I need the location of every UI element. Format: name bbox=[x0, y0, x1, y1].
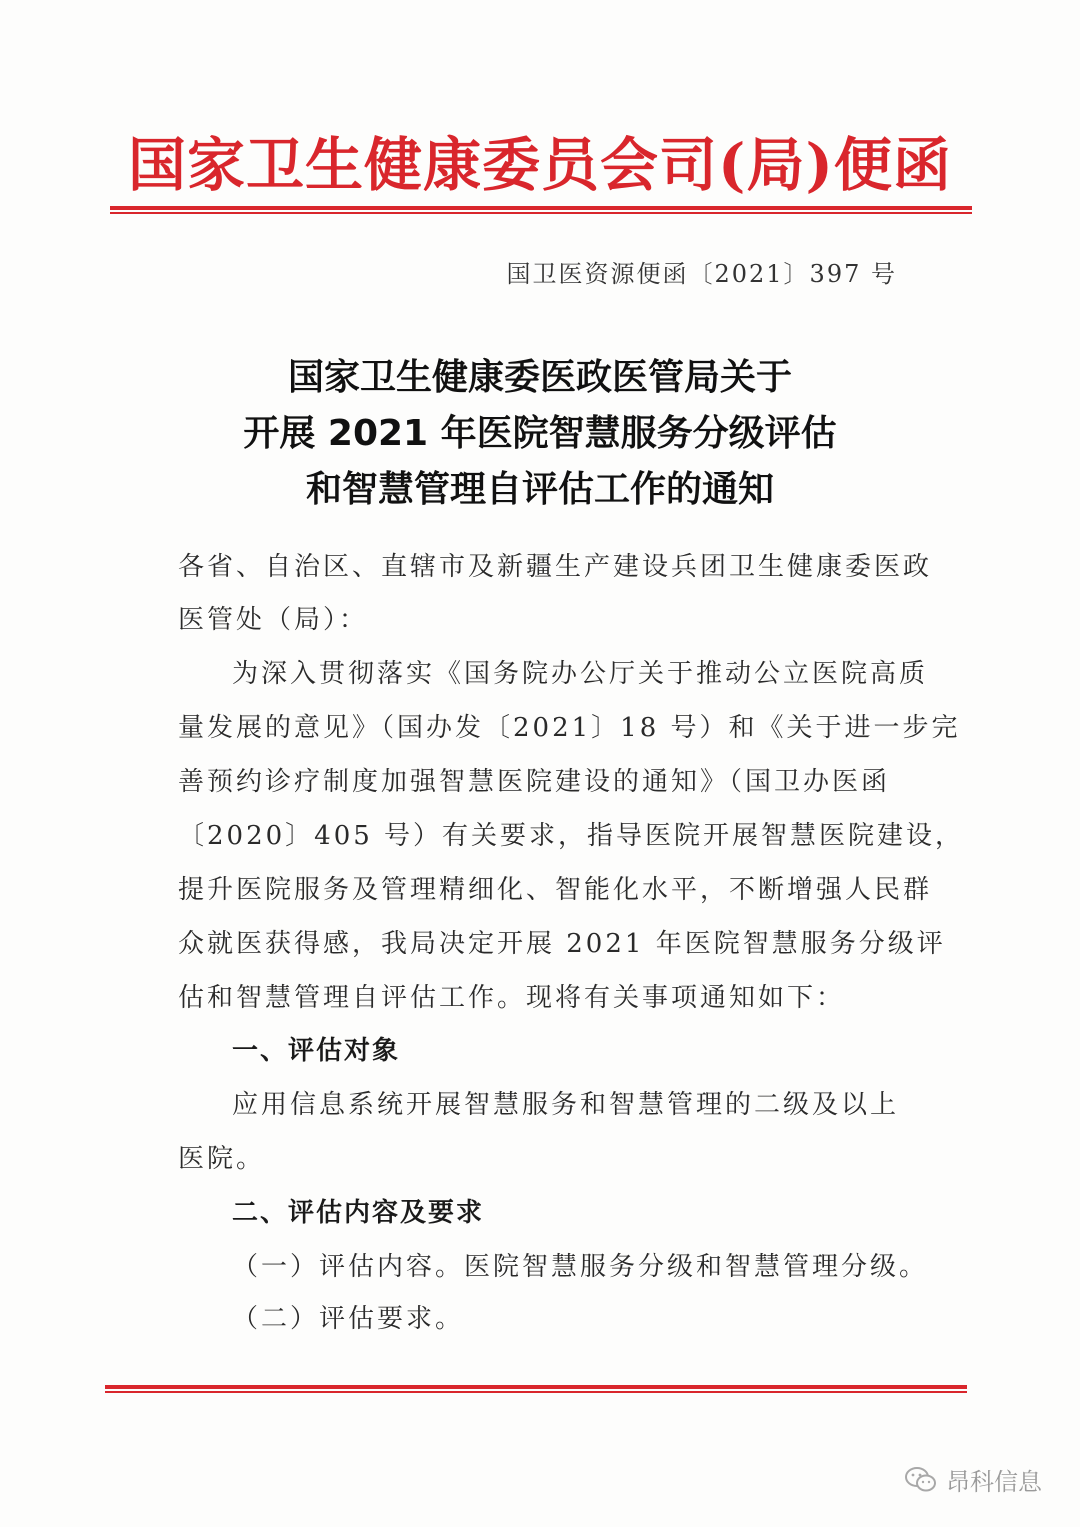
section-1-heading: 一、评估对象 bbox=[232, 1036, 401, 1066]
section-2-line-1: （一）评估内容。医院智慧服务分级和智慧管理分级。 bbox=[232, 1252, 929, 1282]
section-2-heading: 二、评估内容及要求 bbox=[232, 1198, 485, 1228]
document-number: 国卫医资源便函〔2021〕397 号 bbox=[506, 260, 897, 288]
footer-red-rule bbox=[105, 1385, 967, 1393]
title-line-3: 和智慧管理自评估工作的通知 bbox=[305, 469, 774, 510]
source-watermark bbox=[904, 1462, 1042, 1497]
body-line-para-1: 为深入贯彻落实《国务院办公厅关于推动公立医院高质 bbox=[232, 659, 929, 689]
org-letterhead-title: 国家卫生健康委员会司(局)便函 bbox=[128, 131, 952, 199]
body-line-para-7: 估和智慧管理自评估工作。现将有关事项通知如下： bbox=[178, 983, 846, 1013]
body-line-para-3: 善预约诊疗制度加强智慧医院建设的通知》（国卫办医函 bbox=[178, 767, 891, 797]
section-1-line-1: 应用信息系统开展智慧服务和智慧管理的二级及以上 bbox=[232, 1090, 900, 1120]
body-line-addressee-2: 医管处（局）： bbox=[178, 605, 369, 635]
title-line-1: 国家卫生健康委医政医管局关于 bbox=[287, 357, 792, 398]
title-line-2: 开展 2021 年医院智慧服务分级评估 bbox=[243, 413, 837, 454]
wechat-icon bbox=[904, 1465, 938, 1495]
body-line-para-5: 提升医院服务及管理精细化、智能化水平，不断增强人民群 bbox=[178, 875, 933, 905]
body-line-addressee-1: 各省、自治区、直辖市及新疆生产建设兵团卫生健康委医政 bbox=[178, 552, 933, 582]
watermark-text: 昂科信息 bbox=[946, 1468, 1042, 1496]
section-2-line-2: （二）评估要求。 bbox=[232, 1304, 465, 1334]
body-line-para-6: 众就医获得感，我局决定开展 2021 年医院智慧服务分级评 bbox=[178, 929, 946, 959]
body-line-para-4: 〔2020〕405 号）有关要求，指导医院开展智慧医院建设， bbox=[178, 821, 965, 851]
section-1-line-2: 医院。 bbox=[178, 1144, 266, 1174]
body-line-para-2: 量发展的意见》（国办发〔2021〕18 号）和《关于进一步完 bbox=[178, 713, 961, 743]
document-title bbox=[0, 350, 1080, 518]
letterhead-red-rule bbox=[110, 206, 972, 214]
